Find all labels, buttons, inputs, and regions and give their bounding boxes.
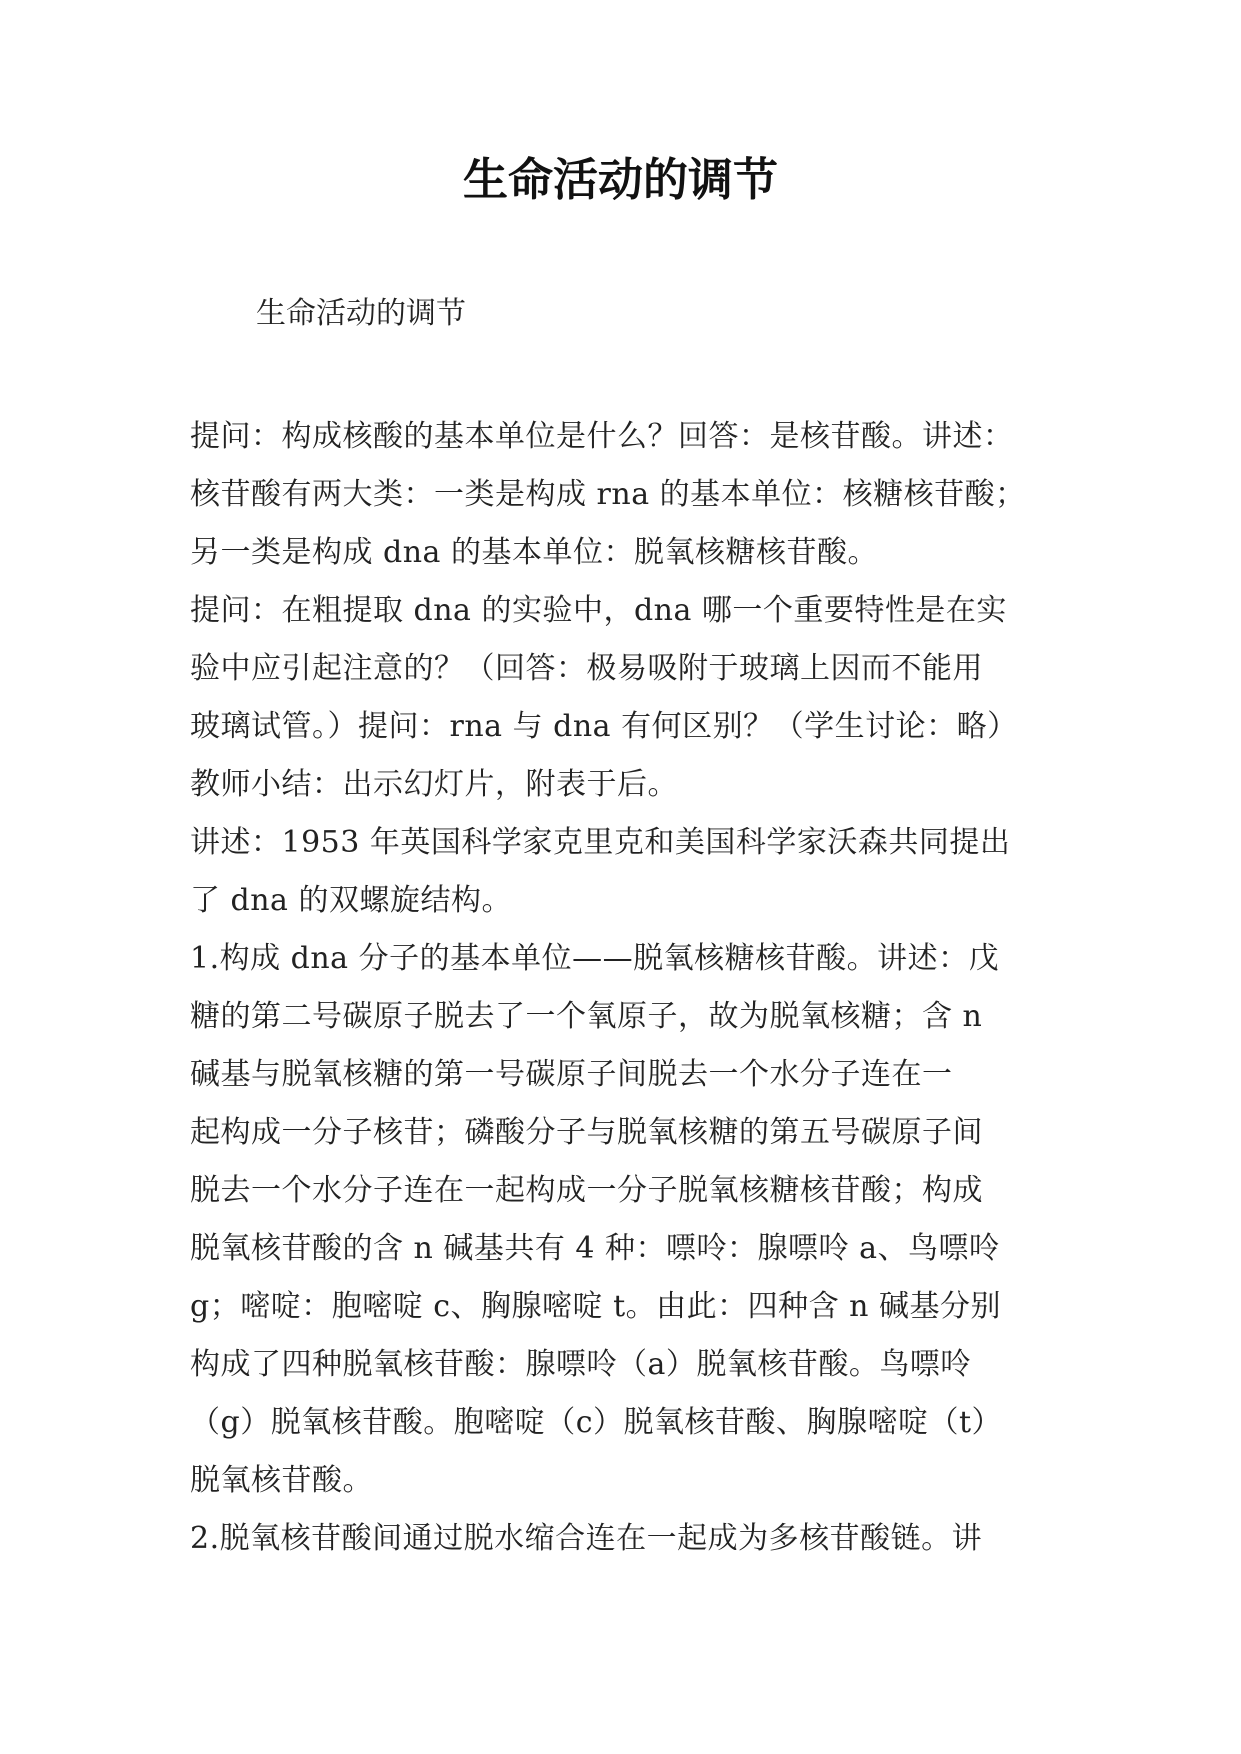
body-line: （g）脱氧核苷酸。胞嘧啶（c）脱氧核苷酸、胸腺嘧啶（t）	[190, 1405, 1003, 1440]
body-line: 脱氧核苷酸。	[190, 1463, 373, 1498]
body-line: 1.构成 dna 分子的基本单位——脱氧核糖核苷酸。讲述：戊	[190, 941, 1000, 976]
body-line: 2.脱氧核苷酸间通过脱水缩合连在一起成为多核苷酸链。讲	[190, 1521, 983, 1556]
body-line: 脱氧核苷酸的含 n 碱基共有 4 种：嘌呤：腺嘌呤 a、鸟嘌呤	[190, 1231, 1000, 1266]
body-line: 提问：在粗提取 dna 的实验中，dna 哪一个重要特性是在实	[190, 593, 1007, 628]
document-subtitle: 生命活动的调节	[256, 296, 466, 331]
body-line: 讲述：1953 年英国科学家克里克和美国科学家沃森共同提出	[190, 825, 1011, 860]
body-line: 糖的第二号碳原子脱去了一个氧原子，故为脱氧核糖；含 n	[190, 999, 983, 1034]
body-line: 另一类是构成 dna 的基本单位：脱氧核糖核苷酸。	[190, 535, 878, 570]
body-line: 核苷酸有两大类：一类是构成 rna 的基本单位：核糖核苷酸；	[190, 477, 1026, 512]
body-line: 教师小结：出示幻灯片，附表于后。	[190, 767, 678, 802]
body-line: 提问：构成核酸的基本单位是什么？回答：是核苷酸。讲述：	[190, 419, 1014, 454]
body-line: 构成了四种脱氧核苷酸：腺嘌呤（a）脱氧核苷酸。鸟嘌呤	[190, 1347, 971, 1382]
body-line: 脱去一个水分子连在一起构成一分子脱氧核糖核苷酸；构成	[190, 1173, 983, 1208]
document-body	[190, 408, 1070, 1568]
body-line: 了 dna 的双螺旋结构。	[190, 883, 512, 918]
body-line: 验中应引起注意的？（回答：极易吸附于玻璃上因而不能用	[190, 651, 983, 686]
body-line: g；嘧啶：胞嘧啶 c、胸腺嘧啶 t。由此：四种含 n 碱基分别	[190, 1289, 1002, 1324]
document-title: 生命活动的调节	[462, 153, 778, 206]
body-line: 起构成一分子核苷；磷酸分子与脱氧核糖的第五号碳原子间	[190, 1115, 983, 1150]
body-line: 玻璃试管。）提问：rna 与 dna 有何区别？（学生讨论：略）	[190, 709, 1018, 744]
body-line: 碱基与脱氧核糖的第一号碳原子间脱去一个水分子连在一	[190, 1057, 953, 1092]
